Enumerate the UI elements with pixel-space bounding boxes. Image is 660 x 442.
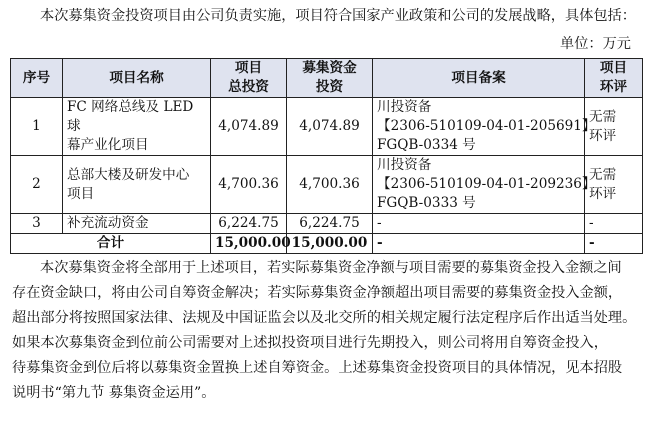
unit-label: 单位：万元 (560, 36, 631, 52)
total-label: 合计 (11, 234, 211, 254)
total-filing: - (373, 234, 585, 254)
paragraph-line: 如果本次募集资金到位前公司需要对上述拟投资项目进行先期投入，则公司将用自筹资金投入， (12, 335, 608, 351)
cell-raised: 4,700.36 (287, 156, 373, 214)
cell-name: FC 网络总线及 LED 球 幕产业化项目 (63, 98, 211, 156)
cell-name: 总部大楼及研发中心 项目 (63, 156, 211, 214)
cell-seq: 2 (11, 156, 63, 214)
cell-filing: 川投资备 【2306-510109-04-01-209236】 FGQB-0333 号 (373, 156, 585, 214)
cell-raised: 4,074.89 (287, 98, 373, 156)
header-total-invest: 项目 总投资 (211, 59, 287, 98)
cell-seq: 1 (11, 98, 63, 156)
cell-name: 补充流动资金 (63, 214, 211, 234)
header-name: 项目名称 (63, 59, 211, 98)
total-eia: - (585, 234, 643, 254)
investment-table (10, 58, 643, 254)
cell-eia: - (585, 214, 643, 234)
total-total: 15,000.00 (211, 234, 287, 254)
cell-total: 4,700.36 (211, 156, 287, 214)
header-filing: 项目备案 (373, 59, 585, 98)
paragraph-line: 待募集资金到位后将以募集资金置换上述自筹资金。上述募集资金投资项目的具体情况，见本招股 (12, 360, 623, 376)
table-row (11, 156, 643, 214)
header-seq: 序号 (11, 59, 63, 98)
intro-text: 本次募集资金投资项目由公司负责实施，项目符合国家产业政策和公司的发展战略，具体包括： (40, 8, 636, 24)
table-header-row (11, 59, 643, 98)
cell-total: 6,224.75 (211, 214, 287, 234)
cell-eia: 无需 环评 (585, 156, 643, 214)
cell-seq: 3 (11, 214, 63, 234)
table-row (11, 98, 643, 156)
paragraph-line: 说明书“第九节 募集资金运用”。 (12, 385, 216, 401)
header-raised-invest: 募集资金 投资 (287, 59, 373, 98)
paragraph-line: 存在资金缺口，将由公司自筹资金解决；若实际募集资金净额超出项目需要的募集资金投入金额， (12, 285, 623, 301)
table-row (11, 214, 643, 234)
paragraph-line: 超出部分将按照国家法律、法规及中国证监会以及北交所的相关规定履行法定程序后作出适当处理。 (12, 310, 637, 326)
cell-total: 4,074.89 (211, 98, 287, 156)
table-total-row (11, 234, 643, 254)
cell-raised: 6,224.75 (287, 214, 373, 234)
cell-filing: - (373, 214, 585, 234)
cell-filing: 川投资备 【2306-510109-04-01-205691】 FGQB-0334 号 (373, 98, 585, 156)
cell-eia: 无需 环评 (585, 98, 643, 156)
total-raised: 15,000.00 (287, 234, 373, 254)
paragraph-line: 本次募集资金将全部用于上述项目，若实际募集资金净额与项目需要的募集资金投入金额之间 (40, 260, 622, 276)
header-eia: 项目 环评 (585, 59, 643, 98)
